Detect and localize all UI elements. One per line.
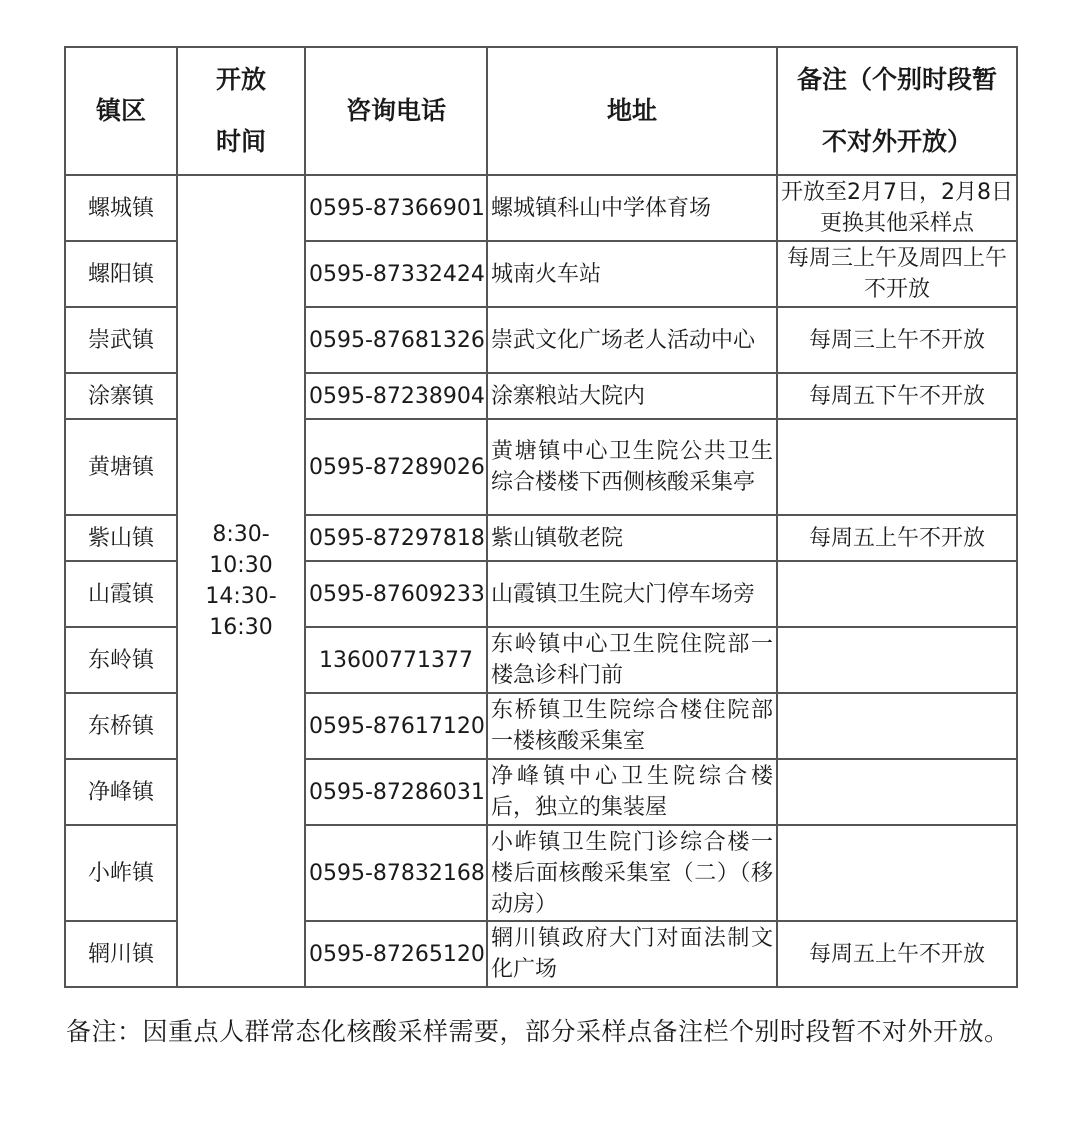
phone-cell: 0595-87681326 <box>305 307 487 373</box>
header-address: 地址 <box>487 47 777 175</box>
town-cell: 紫山镇 <box>65 515 177 561</box>
address-cell: 紫山镇敬老院 <box>487 515 777 561</box>
table-body <box>65 175 1017 987</box>
phone-cell: 0595-87286031 <box>305 759 487 825</box>
note-cell: 每周五上午不开放 <box>777 515 1017 561</box>
sampling-site-table <box>64 46 1018 988</box>
address-cell: 辋川镇政府大门对面法制文化广场 <box>487 921 777 987</box>
address-cell: 净峰镇中心卫生院综合楼后，独立的集装屋 <box>487 759 777 825</box>
header-phone: 咨询电话 <box>305 47 487 175</box>
phone-cell: 0595-87297818 <box>305 515 487 561</box>
phone-cell: 13600771377 <box>305 627 487 693</box>
phone-cell: 0595-87265120 <box>305 921 487 987</box>
phone-cell: 0595-87238904 <box>305 373 487 419</box>
town-cell: 黄塘镇 <box>65 419 177 515</box>
note-cell <box>777 693 1017 759</box>
phone-cell: 0595-87609233 <box>305 561 487 627</box>
table-row <box>65 175 1017 241</box>
town-cell: 山霞镇 <box>65 561 177 627</box>
footnote: 备注：因重点人群常态化核酸采样需要，部分采样点备注栏个别时段暂不对外开放。 <box>66 1017 1010 1046</box>
note-cell <box>777 825 1017 921</box>
address-cell: 山霞镇卫生院大门停车场旁 <box>487 561 777 627</box>
note-cell: 每周三上午及周四上午不开放 <box>777 241 1017 307</box>
town-cell: 螺城镇 <box>65 175 177 241</box>
phone-cell: 0595-87617120 <box>305 693 487 759</box>
town-cell: 涂寨镇 <box>65 373 177 419</box>
header-note: 备注（个别时段暂 不对外开放） <box>777 47 1017 175</box>
note-cell: 每周三上午不开放 <box>777 307 1017 373</box>
town-cell: 小岞镇 <box>65 825 177 921</box>
header-open-time: 开放 时间 <box>177 47 305 175</box>
town-cell: 净峰镇 <box>65 759 177 825</box>
header-town: 镇区 <box>65 47 177 175</box>
town-cell: 东岭镇 <box>65 627 177 693</box>
address-cell: 城南火车站 <box>487 241 777 307</box>
note-cell <box>777 759 1017 825</box>
phone-cell: 0595-87332424 <box>305 241 487 307</box>
address-cell: 东岭镇中心卫生院住院部一楼急诊科门前 <box>487 627 777 693</box>
town-cell: 崇武镇 <box>65 307 177 373</box>
address-cell: 崇武文化广场老人活动中心 <box>487 307 777 373</box>
address-cell: 涂寨粮站大院内 <box>487 373 777 419</box>
table-header-row <box>65 47 1017 175</box>
address-cell: 螺城镇科山中学体育场 <box>487 175 777 241</box>
phone-cell: 0595-87366901 <box>305 175 487 241</box>
open-hours-cell: 8:30-10:30 14:30- 16:30 <box>177 175 305 987</box>
note-cell: 每周五下午不开放 <box>777 373 1017 419</box>
note-cell <box>777 627 1017 693</box>
address-cell: 东桥镇卫生院综合楼住院部一楼核酸采集室 <box>487 693 777 759</box>
note-cell <box>777 561 1017 627</box>
phone-cell: 0595-87289026 <box>305 419 487 515</box>
note-cell: 每周五上午不开放 <box>777 921 1017 987</box>
note-cell: 开放至2月7日，2月8日更换其他采样点 <box>777 175 1017 241</box>
address-cell: 黄塘镇中心卫生院公共卫生综合楼楼下西侧核酸采集亭 <box>487 419 777 515</box>
town-cell: 辋川镇 <box>65 921 177 987</box>
phone-cell: 0595-87832168 <box>305 825 487 921</box>
town-cell: 东桥镇 <box>65 693 177 759</box>
town-cell: 螺阳镇 <box>65 241 177 307</box>
address-cell: 小岞镇卫生院门诊综合楼一楼后面核酸采集室（二）（移动房） <box>487 825 777 921</box>
note-cell <box>777 419 1017 515</box>
